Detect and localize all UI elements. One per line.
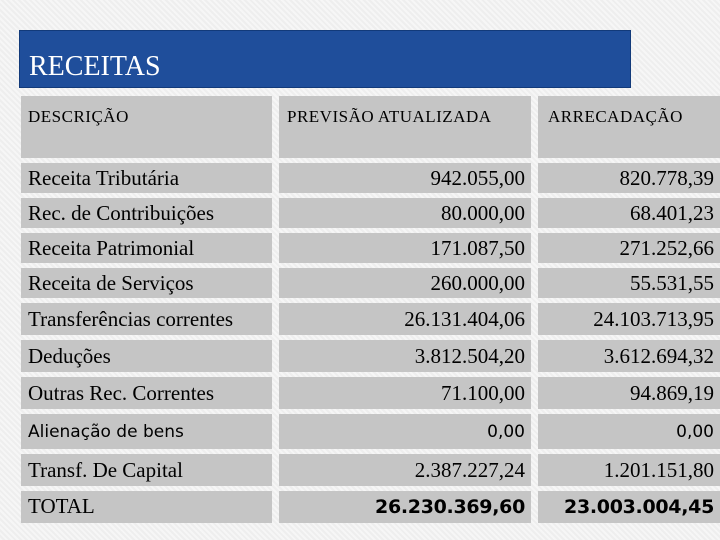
row-label: Receita Patrimonial: [21, 233, 272, 263]
header-previsao: PREVISÃO ATUALIZADA: [279, 96, 531, 158]
receitas-table: [21, 96, 720, 523]
total-label: TOTAL: [21, 491, 272, 523]
row-label: Receita de Serviços: [21, 268, 272, 298]
row-arrecadacao: 820.778,39: [538, 163, 720, 193]
row-label: Receita Tributária: [21, 163, 272, 193]
row-label: Transferências correntes: [21, 303, 272, 335]
row-label: Transf. De Capital: [21, 454, 272, 486]
row-arrecadacao: 94.869,19: [538, 377, 720, 409]
row-previsao: 26.131.404,06: [279, 303, 531, 335]
row-arrecadacao: 24.103.713,95: [538, 303, 720, 335]
row-arrecadacao: 3.612.694,32: [538, 340, 720, 372]
row-arrecadacao: 55.531,55: [538, 268, 720, 298]
row-previsao: 260.000,00: [279, 268, 531, 298]
row-previsao: 71.100,00: [279, 377, 531, 409]
slide-title: RECEITAS: [19, 30, 631, 88]
row-previsao: 942.055,00: [279, 163, 531, 193]
row-label: Outras Rec. Correntes: [21, 377, 272, 409]
row-label: Rec. de Contribuições: [21, 198, 272, 228]
row-label: Alienação de bens: [21, 414, 272, 449]
header-arrecadacao: ARRECADAÇÃO: [538, 96, 720, 158]
row-arrecadacao: 68.401,23: [538, 198, 720, 228]
total-previsao: 26.230.369,60: [279, 491, 531, 523]
row-arrecadacao: 271.252,66: [538, 233, 720, 263]
header-descricao: DESCRIÇÃO: [21, 96, 272, 158]
total-arrecadacao: 23.003.004,45: [538, 491, 720, 523]
row-arrecadacao: 0,00: [538, 414, 720, 449]
row-previsao: 171.087,50: [279, 233, 531, 263]
row-previsao: 80.000,00: [279, 198, 531, 228]
row-arrecadacao: 1.201.151,80: [538, 454, 720, 486]
row-previsao: 2.387.227,24: [279, 454, 531, 486]
row-label: Deduções: [21, 340, 272, 372]
row-previsao: 0,00: [279, 414, 531, 449]
row-previsao: 3.812.504,20: [279, 340, 531, 372]
